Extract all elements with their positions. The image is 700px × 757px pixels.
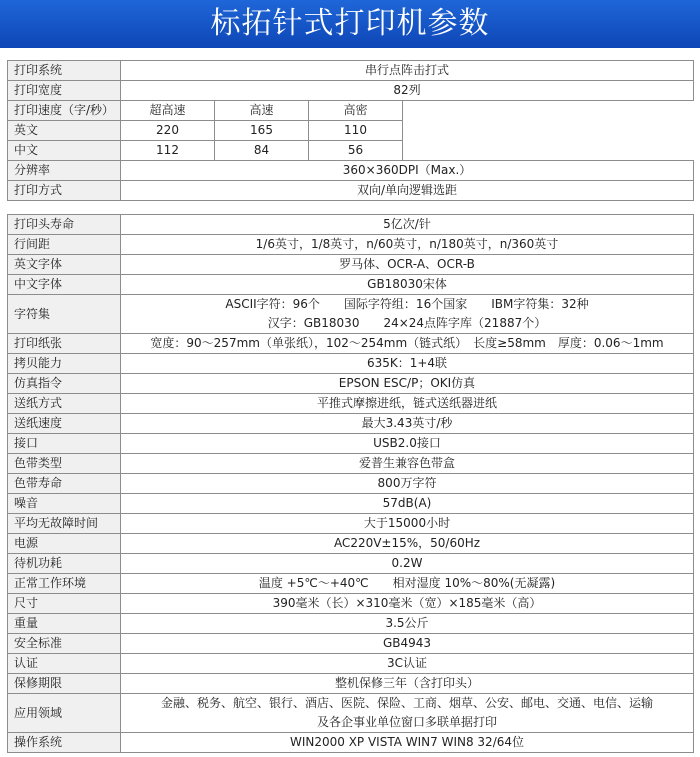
spec-label: 色带寿命 [8,474,121,494]
charset-line-1: ASCII字符：96个 国际字符组：16个国家 IBM字符集：32种 [225,297,589,311]
spec-label: 保修期限 [8,674,121,694]
spec-label: 接口 [8,434,121,454]
spec-label: 安全标准 [8,634,121,654]
spec-value: 1/6英寸，1/8英寸，n/60英寸，n/180英寸，n/360英寸 [121,235,694,255]
spec-label: 平均无故障时间 [8,514,121,534]
table-row [8,434,694,454]
speed-value: 112 [121,141,215,161]
title-banner [0,0,700,48]
spec-value: 宽度：90～257mm（单张纸），102～254mm（链式纸） 长度≥58mm 厚度：0.06～1mm [121,334,694,354]
spec-label: 打印头寿命 [8,215,121,235]
spec-label: 应用领域 [8,694,121,733]
spec-label: 中文字体 [8,275,121,295]
blank-cell [403,101,694,161]
spec-label: 待机功耗 [8,554,121,574]
speed-value: 84 [215,141,309,161]
table-row [8,554,694,574]
spec-value: 390毫米（长）×310毫米（宽）×185毫米（高） [121,594,694,614]
spec-label: 英文字体 [8,255,121,275]
spec-label: 中文 [8,141,121,161]
speed-value: 56 [309,141,403,161]
spec-label: 分辨率 [8,161,121,181]
table-row [8,394,694,414]
application-line-1: 金融、税务、航空、银行、酒店、医院、保险、工商、烟草、公安、邮电、交通、电信、运输 [160,696,653,710]
table-row [8,181,694,201]
table-row [8,354,694,374]
spec-label: 打印方式 [8,181,121,201]
table-row [8,255,694,275]
table-row [8,61,694,81]
spec-value: 罗马体、OCR-A、OCR-B [121,255,694,275]
spec-value: 82列 [121,81,694,101]
table-row [8,694,694,733]
spec-label: 打印系统 [8,61,121,81]
spec-value: GB18030宋体 [121,275,694,295]
spec-value: 温度 +5℃～+40℃ 相对湿度 10%～80%(无凝露) [121,574,694,594]
spec-label: 字符集 [8,295,121,334]
spec-value: 双向/单向逻辑选距 [121,181,694,201]
spec-value: 0.2W [121,554,694,574]
spec-label: 送纸速度 [8,414,121,434]
spec-value: USB2.0接口 [121,434,694,454]
spec-label: 行间距 [8,235,121,255]
spec-label: 电源 [8,534,121,554]
spec-label: 打印速度（字/秒） [8,101,121,121]
spec-label: 操作系统 [8,733,121,753]
application-line-2: 及各企事业单位窗口多联单据打印 [316,715,497,729]
spec-value: 串行点阵击打式 [121,61,694,81]
spec-label: 拷贝能力 [8,354,121,374]
detail-spec-table [7,214,694,753]
page-title: 标拓针式打印机参数 [210,6,490,41]
table-row [8,614,694,634]
spec-value: WIN2000 XP VISTA WIN7 WIN8 32/64位 [121,733,694,753]
spec-label: 英文 [8,121,121,141]
spec-value: 平推式摩擦进纸，链式送纸器进纸 [121,394,694,414]
table-row [8,474,694,494]
spec-value: 5亿次/针 [121,215,694,235]
table-row [8,295,694,334]
spec-value [121,295,694,334]
spec-value: 800万字符 [121,474,694,494]
table-row [8,414,694,434]
table-row [8,514,694,534]
spec-value: AC220V±15%，50/60Hz [121,534,694,554]
spec-value: EPSON ESC/P；OKI仿真 [121,374,694,394]
table-row [8,235,694,255]
spec-label: 打印宽度 [8,81,121,101]
speed-value: 110 [309,121,403,141]
charset-line-2: 汉字：GB18030 24×24点阵字库（21887个） [267,316,547,330]
spec-value: 57dB(A) [121,494,694,514]
table-row [8,334,694,354]
table-row [8,81,694,101]
table-row [8,634,694,654]
spec-label: 尺寸 [8,594,121,614]
spec-label: 打印纸张 [8,334,121,354]
spec-value: 整机保修三年（含打印头） [121,674,694,694]
table-row [8,594,694,614]
spec-label: 正常工作环境 [8,574,121,594]
spec-label: 认证 [8,654,121,674]
spec-value: 3C认证 [121,654,694,674]
table-row [8,534,694,554]
speed-header: 高速 [215,101,309,121]
table-row [8,454,694,474]
speed-header: 超高速 [121,101,215,121]
table-row [8,275,694,295]
speed-header-row [8,101,694,121]
spec-value [121,694,694,733]
spec-value: GB4943 [121,634,694,654]
table-row [8,733,694,753]
table-row [8,215,694,235]
spec-label: 色带类型 [8,454,121,474]
basic-spec-table [7,60,694,201]
table-row [8,161,694,181]
spec-value: 635K：1+4联 [121,354,694,374]
spec-value: 最大3.43英寸/秒 [121,414,694,434]
spec-label: 噪音 [8,494,121,514]
spec-value: 大于15000小时 [121,514,694,534]
table-row [8,654,694,674]
table-row [8,574,694,594]
spec-value: 3.5公斤 [121,614,694,634]
speed-value: 220 [121,121,215,141]
speed-value: 165 [215,121,309,141]
spec-value: 爱普生兼容色带盒 [121,454,694,474]
spec-value: 360×360DPI（Max.） [121,161,694,181]
table-row [8,674,694,694]
spec-label: 仿真指令 [8,374,121,394]
speed-header: 高密 [309,101,403,121]
table-row [8,374,694,394]
table-row [8,494,694,514]
spec-label: 送纸方式 [8,394,121,414]
spec-label: 重量 [8,614,121,634]
